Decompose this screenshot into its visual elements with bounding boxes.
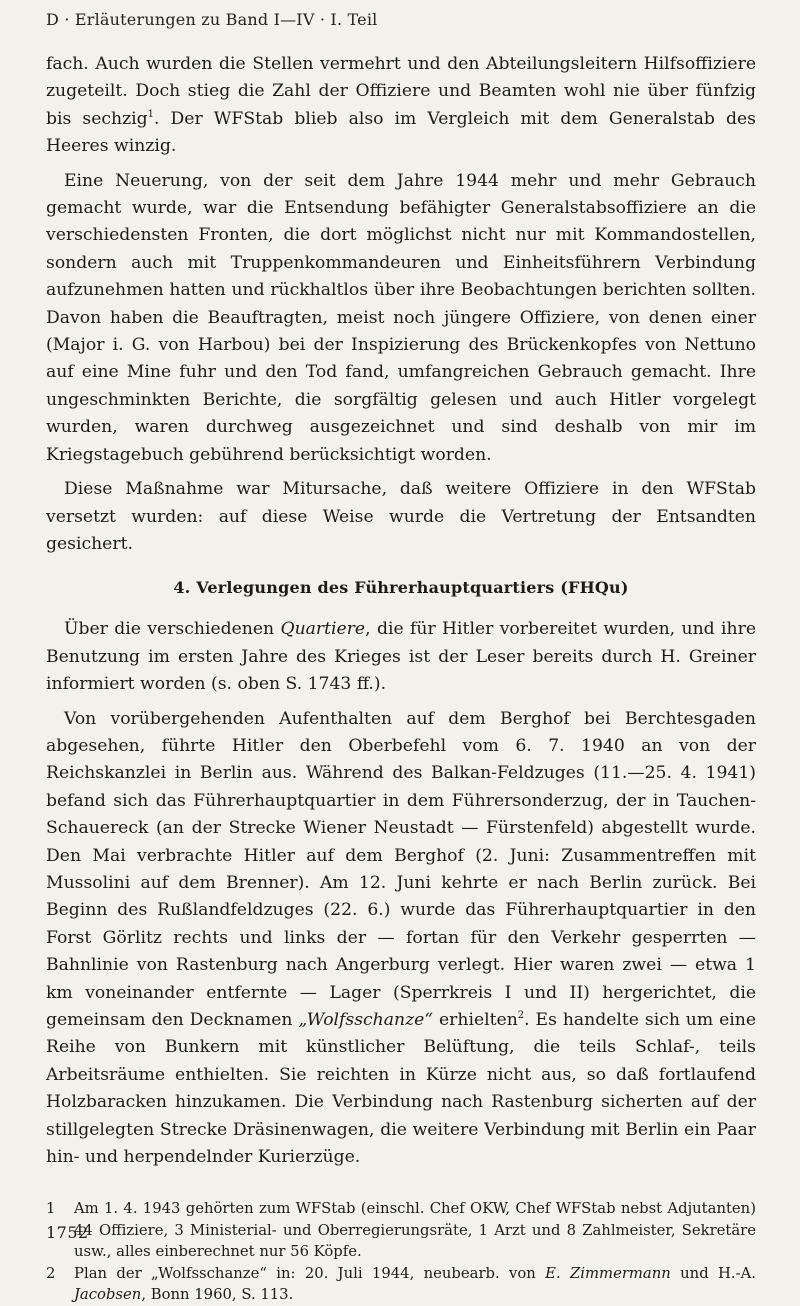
paragraph-5-text-a: Von vorübergehenden Aufenthalten auf dem Berghof bei Berchtesgaden abgesehen, führte Hitler den Oberbefehl vom 6. 7. 1940 an von der Reichskanzlei in Berlin aus. Während des Balkan-Feldzuges (11.—25. 4. 1941) befand sich das Führerhauptquartier in dem Führersonderzug, der in Tauchen-Schauereck (an der Strecke Wiener Neustadt — Fürstenfeld) abgestellt wurde. Den Mai verbrachte Hitler auf dem Berghof (2. Juni: Zusammentreffen mit Mussolini auf dem Brenner). Am 12. Juni kehrte er nach Berlin zurück. Bei Beginn des Rußlandfeldzuges (22. 6.) wurde das Führerhauptquartier in den Forst Görlitz rechts und links der — fortan für den Verkehr gesperrten — Bahnlinie von Rastenburg nach Angerburg verlegt. Hier waren zwei — etwa 1 km voneinander entfernte — Lager (Sperrkreis I und II) hergerichtet, die gemeinsam den Decknamen bbox=[46, 708, 756, 1030]
body-text bbox=[46, 51, 756, 1171]
paragraph-1-text-a: fach. Auch wurden die Stellen vermehrt und den Abteilungsleitern Hilfsoffiziere zugeteilt. Doch stieg die Zahl der Offiziere und Beamten wohl nie über fünfzig bis sechzig bbox=[46, 54, 756, 129]
paragraph-5-text-b: erhielten bbox=[433, 1010, 518, 1030]
section-heading: 4. Verlegungen des Führerhauptquartiers (FHQu) bbox=[173, 578, 629, 598]
footnote-1 bbox=[46, 1198, 756, 1263]
paragraph-5-text-c: . Es handelte sich um eine Reihe von Bunkern mit künstlicher Belüftung, die teils Schlaf-, teils Arbeitsräume enthielten. Sie reichten in Kürze nicht aus, so daß fortlaufend Holzbaracken hinzukamen. Die Verbindung nach Rastenburg sicherten auf der stillgelegten Strecke Dräsinenwagen, die weitere Verbindung mit Berlin ein Paar hin- und herpendelnder Kurierzüge. bbox=[46, 1010, 756, 1168]
footnote-number: 2 bbox=[46, 1264, 56, 1282]
paragraph-5 bbox=[46, 706, 756, 1172]
paragraph-3: Diese Maßnahme war Mitursache, daß weitere Offiziere in den WFStab versetzt wurden: auf diese Weise wurde die Vertretung der Entsandten gesichert. bbox=[46, 479, 756, 554]
footnote-ref-1: 1 bbox=[147, 108, 154, 120]
footnotes bbox=[46, 1198, 756, 1306]
paragraph-4-text-b: , die für Hitler vorbereitet wurden, und ihre Benutzung im ersten Jahre des Krieges ist der Leser bereits durch H. Greiner informiert worden (s. oben S. 1743 ff.). bbox=[46, 619, 757, 695]
footnote-2-text-c: , Bonn 1960, S. 113. bbox=[141, 1286, 294, 1304]
footnote-2 bbox=[46, 1263, 756, 1306]
footnote-2-text-b: und H.-A. bbox=[670, 1264, 757, 1282]
paragraph-1 bbox=[46, 51, 756, 161]
paragraph-5-emphasis: „Wolfsschanze“ bbox=[298, 1010, 434, 1030]
footnote-ref-2: 2 bbox=[517, 1010, 525, 1021]
footnote-number: 1 bbox=[46, 1200, 56, 1218]
paragraph-2: Eine Neuerung, von der seit dem Jahre 1944 mehr und mehr Gebrauch gemacht wurde, war die Entsendung befähigter Generalstabsoffiziere an die verschiedensten Fronten, die dort möglichst nicht nur mit Kommandostellen, sondern auch mit Truppenkommandeuren und Einheitsführern Verbindung aufzunehmen hatten und rückhaltlos über ihre Beobachtungen berichten sollten. Davon haben die Beauftragten, meist noch jüngere Offiziere, von denen einer (Major i. G. von Harbou) bei der Inspizierung des Brückenkopfes von Nettuno auf eine Mine fuhr und den Tod fand, umfangreichen Gebrauch gemacht. Ihre ungeschminkten Berichte, die sorgfältig gelesen und auch Hitler vorgelegt wurden, waren durchweg ausgezeichnet und sind deshalb von mir im Kriegstagebuch gebührend berücksichtigt worden. bbox=[46, 170, 756, 465]
running-head: D · Erläuterungen zu Band I—IV · I. Teil bbox=[46, 10, 378, 29]
footnote-2-text-a: Plan der „Wolfsschanze“ in: 20. Juli 1944, neubearb. von bbox=[74, 1264, 546, 1282]
footnote-author: E. Zimmermann bbox=[545, 1264, 671, 1282]
footnote-text bbox=[74, 1263, 756, 1306]
paragraph-4 bbox=[46, 616, 756, 698]
footnote-author: Jacobsen bbox=[74, 1286, 142, 1304]
paragraph-4-emphasis: Quartiere bbox=[280, 619, 366, 640]
paragraph-1-text-b: . Der WFStab blieb also im Vergleich mit dem Generalstab des Heeres winzig. bbox=[46, 108, 756, 157]
footnote-text: Am 1. 4. 1943 gehörten zum WFStab (einschl. Chef OKW, Chef WFStab nebst Adjutanten) 44 Offiziere, 3 Ministerial- und Oberregierungsräte, 1 Arzt und 8 Zahlmeister, Sekretäre usw., alles einberechnet nur 56 Köpfe. bbox=[74, 1200, 756, 1261]
paragraph-4-text-a: Über die verschiedenen bbox=[64, 619, 281, 640]
page-number: 1752 bbox=[46, 1223, 89, 1242]
